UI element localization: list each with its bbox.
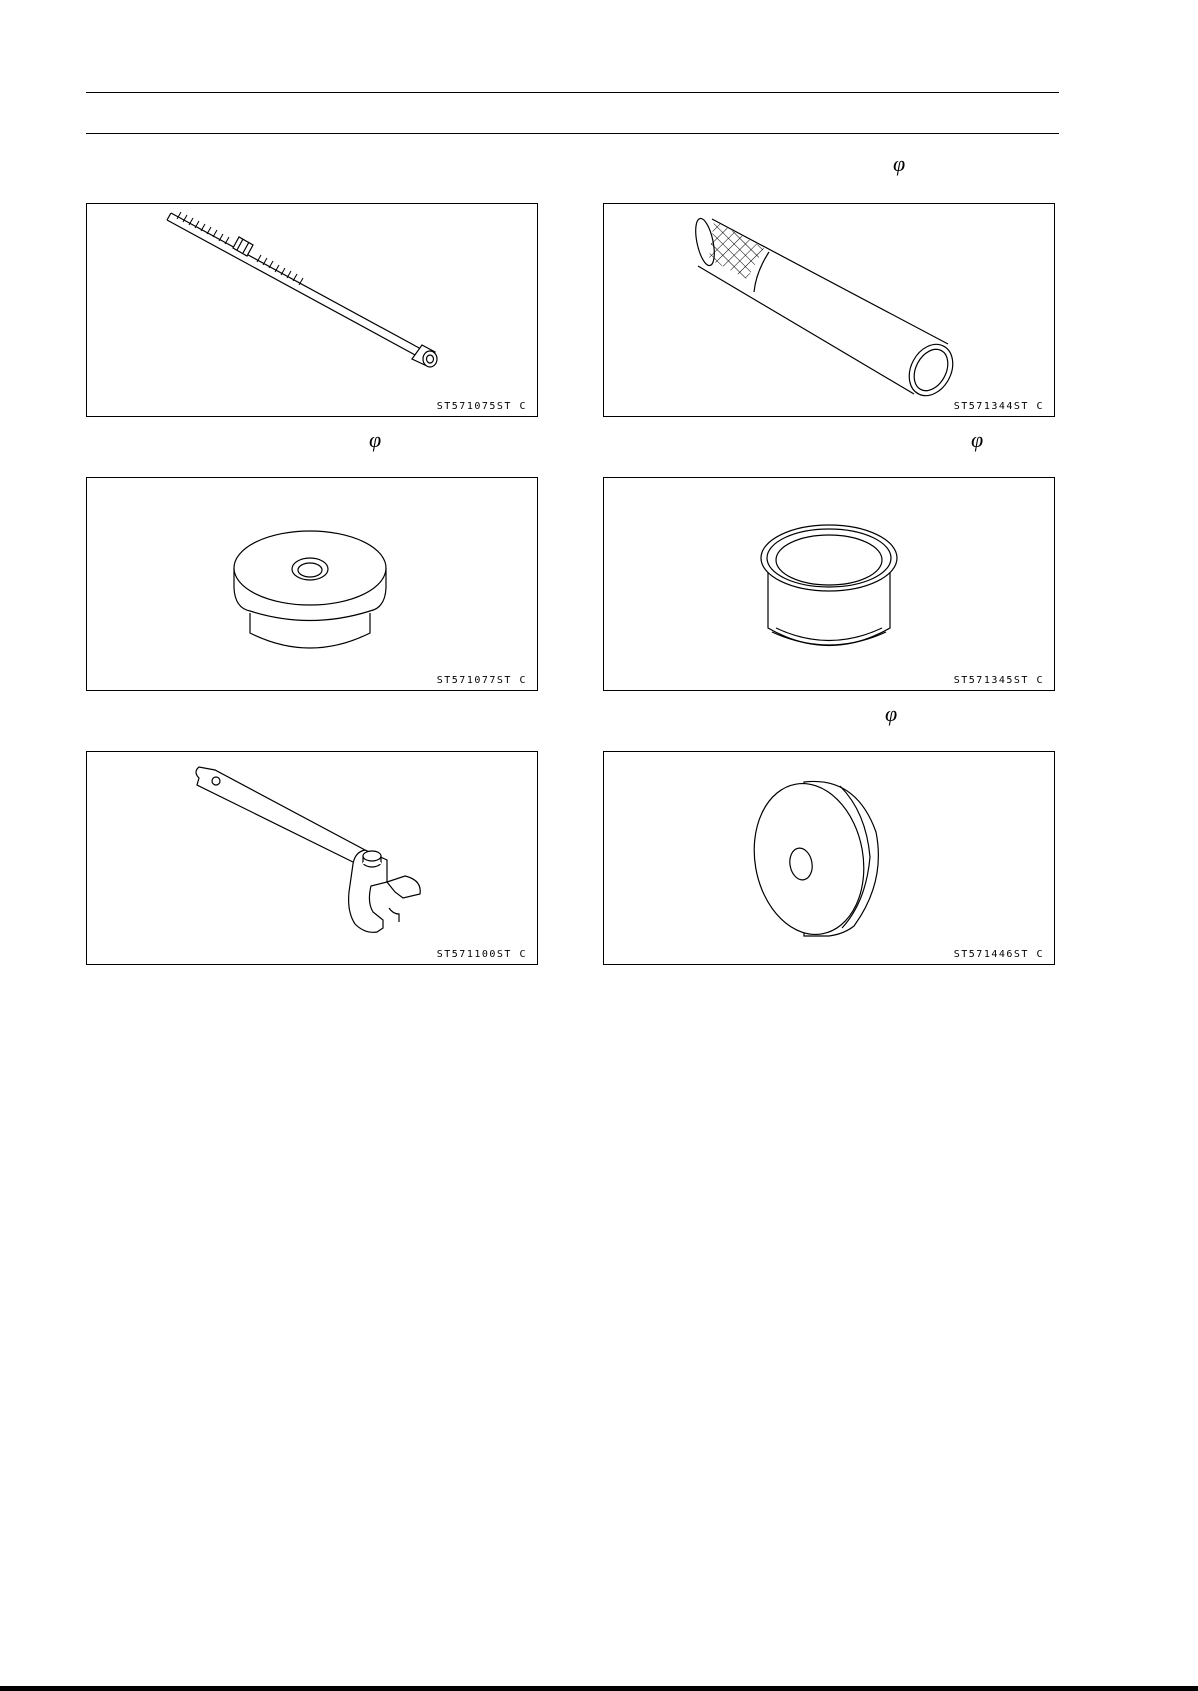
figure-code: ST571344ST C [953,401,1044,412]
figure-code: ST571075ST C [436,401,527,412]
figure-code: ST571446ST C [953,949,1044,960]
diameter-symbol: φ [893,151,906,176]
header-rule-bottom [86,133,1059,134]
figure-code: ST571345ST C [953,675,1044,686]
hook-wrench-icon [87,752,539,966]
figure-code: ST571100ST C [436,949,527,960]
knurled-sleeve-icon [604,204,1056,418]
page-bottom-bar [0,1686,1198,1691]
diameter-symbol: φ [369,427,382,452]
figure-knurled-sleeve [603,203,1055,417]
flanged-driver-icon [87,478,539,692]
figure-threaded-rod [86,203,538,417]
figure-pulley-driver [603,751,1055,965]
header-rule-top [86,92,1059,93]
figure-flanged-driver [86,477,538,691]
figure-code: ST571077ST C [436,675,527,686]
diameter-symbol: φ [971,427,984,452]
threaded-rod-icon [87,204,539,418]
bearing-driver-icon [604,478,1056,692]
figure-bearing-driver [603,477,1055,691]
diameter-symbol: φ [885,701,898,726]
pulley-driver-icon [604,752,1056,966]
figure-hook-wrench [86,751,538,965]
